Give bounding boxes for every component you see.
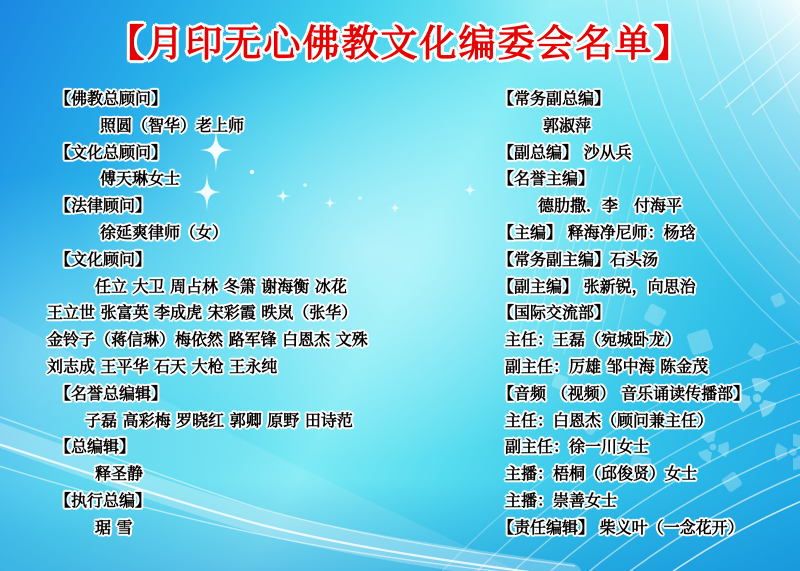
list-item: 副主任：徐一川女士 <box>505 437 650 457</box>
page-title: 【月印无心佛教文化编委会名单】 <box>107 22 693 65</box>
section-heading: 【责任编辑】 柴义叶（一念花开） <box>498 517 744 537</box>
section-heading: 【国际交流部】 <box>498 303 611 323</box>
list-item: 照圆（智华）老上师 <box>100 115 245 135</box>
section-heading: 【名誉主编】 <box>498 169 595 189</box>
section-heading: 【副总编】 沙从兵 <box>498 142 632 162</box>
section-heading: 【名誉总编辑】 <box>55 383 168 403</box>
list-item: 琚 雪 <box>95 517 133 537</box>
list-item: 德肋撒．李 付海平 <box>538 196 683 216</box>
section-heading: 【文化顾问】 <box>55 249 152 269</box>
list-item: 副主任：厉雄 邹中海 陈金茂 <box>505 356 709 376</box>
list-item: 王立世 张富英 李成虎 宋彩霞 昳岚（张华） <box>47 303 358 323</box>
section-heading: 【法律顾问】 <box>55 196 152 216</box>
list-item: 傅天琳女士 <box>100 169 181 189</box>
list-item: 主播：崇善女士 <box>505 490 618 510</box>
section-heading: 【主编】 释海净尼师：杨琀 <box>498 222 696 242</box>
right-column <box>498 86 798 542</box>
list-item: 主任：王磊（宛城卧龙） <box>505 330 682 350</box>
section-heading: 【佛教总顾问】 <box>55 89 168 108</box>
section-heading: 【常务副主编】石头汤 <box>498 249 659 269</box>
list-item: 子磊 高彩梅 罗晓红 郭卿 原野 田诗范 <box>85 410 353 430</box>
section-heading: 【文化总顾问】 <box>55 142 168 162</box>
list-item: 刘志成 王平华 石天 大枪 王永纯 <box>47 356 278 376</box>
list-item: 主任：白恩杰（顾问兼主任） <box>505 410 714 430</box>
list-item: 任立 大卫 周占林 冬箫 谢海衡 冰花 <box>95 276 347 296</box>
section-heading: 【总编辑】 <box>55 437 136 457</box>
section-heading: 【副主编】 张新锐，向思治 <box>498 276 696 296</box>
left-column <box>47 86 465 542</box>
section-heading: 【执行总编】 <box>55 490 152 510</box>
list-item: 徐延爽律师（女） <box>100 222 229 242</box>
list-item: 郭淑萍 <box>543 115 592 135</box>
section-heading: 【音频 （视频） 音乐诵读传播部】 <box>498 383 750 403</box>
section-heading: 【常务副总编】 <box>498 89 611 108</box>
list-item: 释圣静 <box>95 464 144 484</box>
list-item: 主播：梧桐（邱俊贤）女士 <box>505 464 698 484</box>
list-item: 金铃子（蒋信琳）梅依然 路军锋 白恩杰 文殊 <box>47 330 368 350</box>
